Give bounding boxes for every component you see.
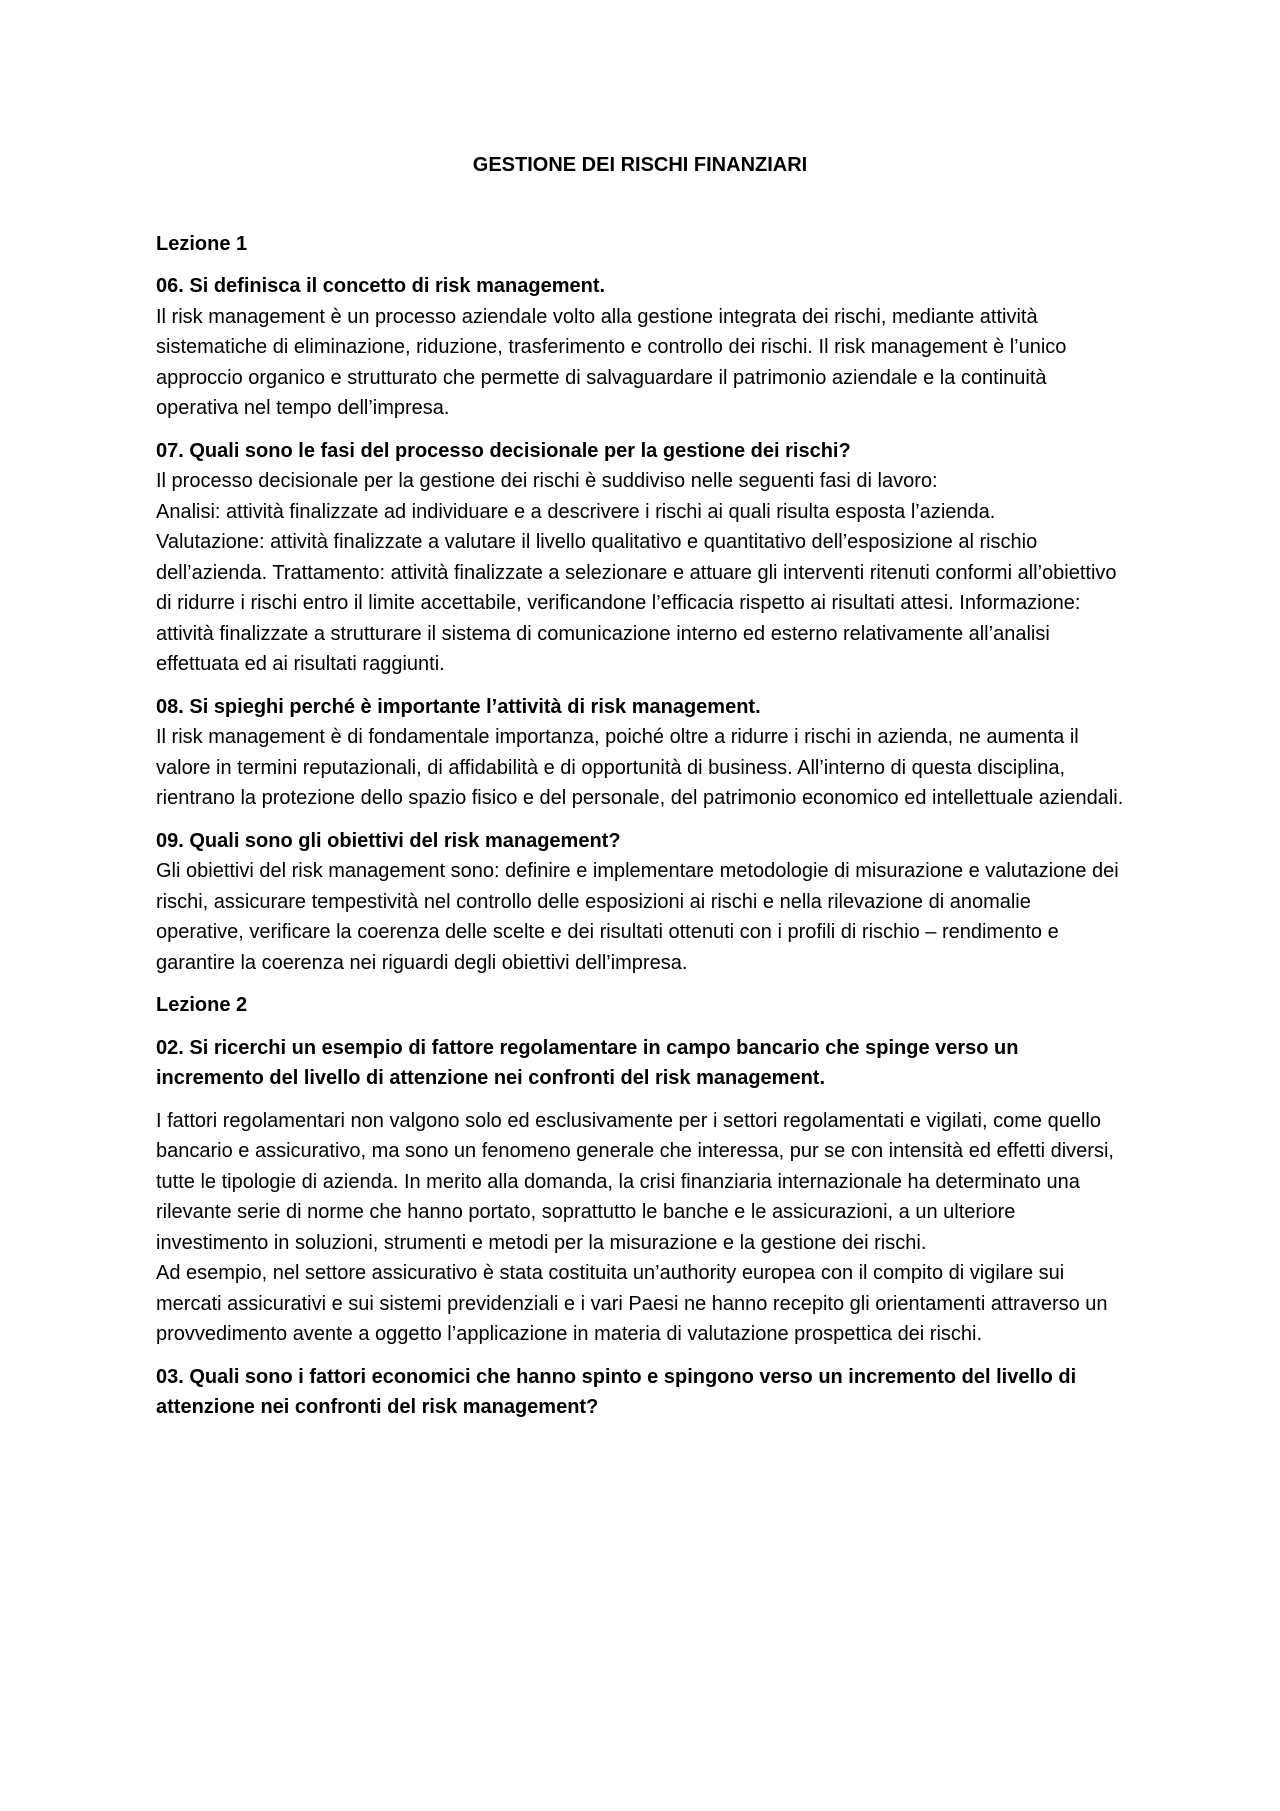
answer-text: [156, 856, 1124, 978]
question-text: 08. Si spieghi perché è importante l’attività di risk management.: [156, 695, 761, 718]
lesson-section: [156, 229, 1124, 979]
question-text: 06. Si definisca il concetto di risk management.: [156, 275, 606, 297]
document-title: GESTIONE DEI RISCHI FINANZIARI: [472, 154, 808, 176]
answer-text: [156, 722, 1124, 814]
answer-text: [156, 302, 1124, 424]
question-text: 09. Quali sono gli obiettivi del risk management?: [156, 829, 621, 852]
answer-paragraph: Gli obiettivi del risk management sono: definire e implementare metodologie di misurazione e valutazione dei rischi, assicurare tempestività nel controllo delle esposizioni ai rischi e nella rilevazione di anomalie operative, verificare la coerenza delle scelte e dei risultati ottenuti con i profili di rischio – rendimento e garantire la coerenza nei riguardi degli obiettivi dell’impresa.: [156, 860, 1119, 974]
answer-paragraph: Ad esempio, nel settore assicurativo è stata costituita un’authority europea con il compito di vigilare sui mercati assicurativi e sui sistemi previdenziali e i vari Paesi ne hanno recepito gli orientamenti attraverso un provvedimento avente a oggetto l’applicazione in materia di valutazione prospettica dei rischi.: [156, 1262, 1108, 1345]
answer-paragraph: I fattori regolamentari non valgono solo ed esclusivamente per i settori regolamentati e vigilati, come quello bancario e assicurativo, ma sono un fenomeno generale che interessa, pur se con intensità ed effetti diversi, tutte le tipologie di azienda. In merito alla domanda, la crisi finanziaria internazionale ha determinato una rilevante serie di norme che hanno portato, soprattutto le banche e le assicurazioni, a un ulteriore investimento in soluzioni, strumenti e metodi per la misurazione e la gestione dei rischi.: [156, 1109, 1114, 1254]
question-text: 07. Quali sono le fasi del processo decisionale per la gestione dei rischi?: [156, 439, 851, 462]
qa-item: [156, 1033, 1124, 1350]
question-text: 02. Si ricerchi un esempio di fattore regolamentare in campo bancario che spinge verso un incremento del livello di attenzione nei confronti del risk management.: [156, 1036, 1019, 1089]
document-page: [156, 150, 1124, 1423]
question-text: 03. Quali sono i fattori economici che hanno spinto e spingono verso un incremento del livello di attenzione nei confronti del risk management?: [156, 1365, 1077, 1418]
lesson-heading: Lezione 1: [156, 232, 248, 255]
answer-paragraph: Analisi: attività finalizzate ad individuare e a descrivere i rischi ai quali risulta esposta l’azienda.: [156, 500, 996, 523]
answer-text: [156, 1106, 1124, 1350]
answer-paragraph: Il risk management è di fondamentale importanza, poiché oltre a ridurre i rischi in azienda, ne aumenta il valore in termini reputazionali, di affidabilità e di opportunità di business. All’interno di questa disciplina, rientrano la protezione dello spazio fisico e del personale, del patrimonio economico ed intellettuale aziendali.: [156, 726, 1124, 809]
answer-text: [156, 466, 1124, 680]
qa-item: [156, 436, 1124, 680]
qa-item: [156, 692, 1124, 814]
qa-item: [156, 826, 1124, 979]
qa-item: [156, 271, 1124, 424]
lesson-section: [156, 990, 1124, 1423]
answer-paragraph: Valutazione: attività finalizzate a valutare il livello qualitativo e quantitativo dell’esposizione al rischio dell’azienda. Trattamento: attività finalizzate a selezionare e attuare gli interventi ritenuti conformi all’obiettivo di ridurre i rischi entro il limite accettabile, verificandone l’efficacia rispetto ai risultati attesi. Informazione: attività finalizzate a strutturare il sistema di comunicazione interno ed esterno relativamente all’analisi effettuata ed ai risultati raggiunti.: [156, 531, 1117, 675]
answer-paragraph: Il risk management è un processo aziendale volto alla gestione integrata dei rischi, mediante attività sistematiche di eliminazione, riduzione, trasferimento e controllo dei rischi. Il risk management è l’unico approccio organico e strutturato che permette di salvaguardare il patrimonio aziendale e la continuità operativa nel tempo dell’impresa.: [156, 305, 1067, 419]
answer-paragraph: Il processo decisionale per la gestione dei rischi è suddiviso nelle seguenti fasi di lavoro:: [156, 470, 938, 492]
lesson-heading: Lezione 2: [156, 994, 248, 1016]
